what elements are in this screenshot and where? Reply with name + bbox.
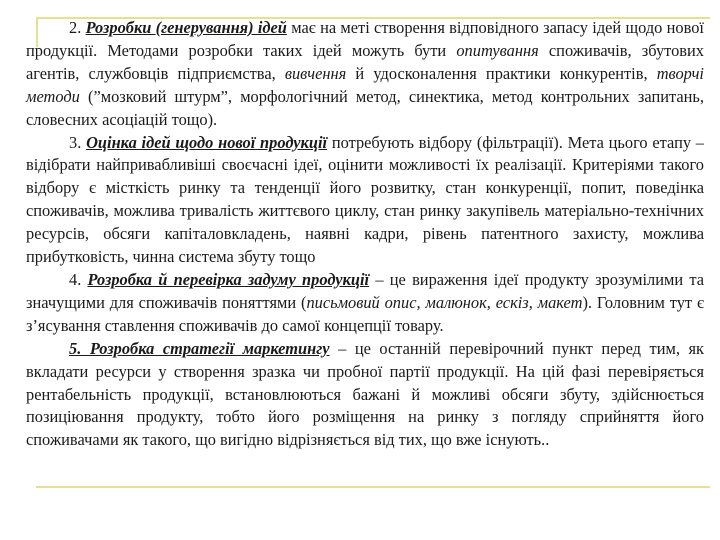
decorative-bottom-line <box>36 486 710 488</box>
paragraph-3 <box>26 132 704 269</box>
body-text: – це вираження ідеї продукту зрозумілими та значущими для споживачів поняттями ( <box>26 269 704 312</box>
body-text: ). Головним тут є з’ясування ставлення споживачів до самої концепції товару. <box>26 292 704 335</box>
section-heading: Розробка й перевірка задуму продукції <box>87 269 370 289</box>
body-text: й удосконалення практики конкурентів, <box>346 63 657 83</box>
section-heading: 5. Розробка стратегії маркетингу <box>69 338 330 358</box>
body-text: 3. <box>69 132 87 152</box>
paragraph-4 <box>26 269 704 338</box>
document-text <box>26 17 704 452</box>
italic-term: творчі методи <box>26 63 704 106</box>
section-heading: Розробки (генерування) ідей <box>85 18 287 37</box>
italic-term: письмовий опис, малюнок, ескіз, макет <box>306 292 583 312</box>
body-text: (”мозковий штурм”, морфологічний метод, синектика, метод контрольних запитань, словесних асоціацій тощо). <box>26 86 704 129</box>
body-text: має на меті створення відповідного запасу ідей щодо нової продукції. Методами розробки таких ідей можуть бути <box>26 18 704 60</box>
body-text: споживачів, збутових агентів, службовців підприємства, <box>26 40 704 83</box>
paragraph-2 <box>26 17 704 132</box>
body-text: – це останній перевірочний пункт перед тим, як вкладати ресурси у створення зразка чи пробної партії продукції. На цій фазі перевіряється рентабельність продукції, встановлюються бажані й можливі обсяги збуту, здійснюється позиціювання продукту, тобто його розміщення на ринку з погляду сприйняття його споживачами як такого, що вигідно відрізняється від тих, що вже існують.. <box>26 338 705 450</box>
body-text: потребують відбору (фільтрації). Мета цього етапу – відібрати найпривабливіші своєчасні ідеї, оцінити можливості їх реалізації. Критеріями такого відбору є місткість ринку та тенденції його розвитку, стан конкуренції, попит, поведінка споживачів, можлива тривалість життєвого циклу, стан ринку закупівель матеріально-технічних ресурсів, обсяги капіталовкладень, наявні кадри, рівень патентного захисту, можлива прибутковість, чинна система збуту тощо <box>26 132 705 267</box>
section-heading: Оцінка ідей щодо нової продукції <box>86 132 328 152</box>
body-text: 4. <box>69 269 88 289</box>
paragraph-5 <box>26 338 704 453</box>
italic-term: опитування <box>456 40 539 60</box>
italic-term: вивчення <box>284 63 347 83</box>
body-text: 2. <box>69 18 86 37</box>
